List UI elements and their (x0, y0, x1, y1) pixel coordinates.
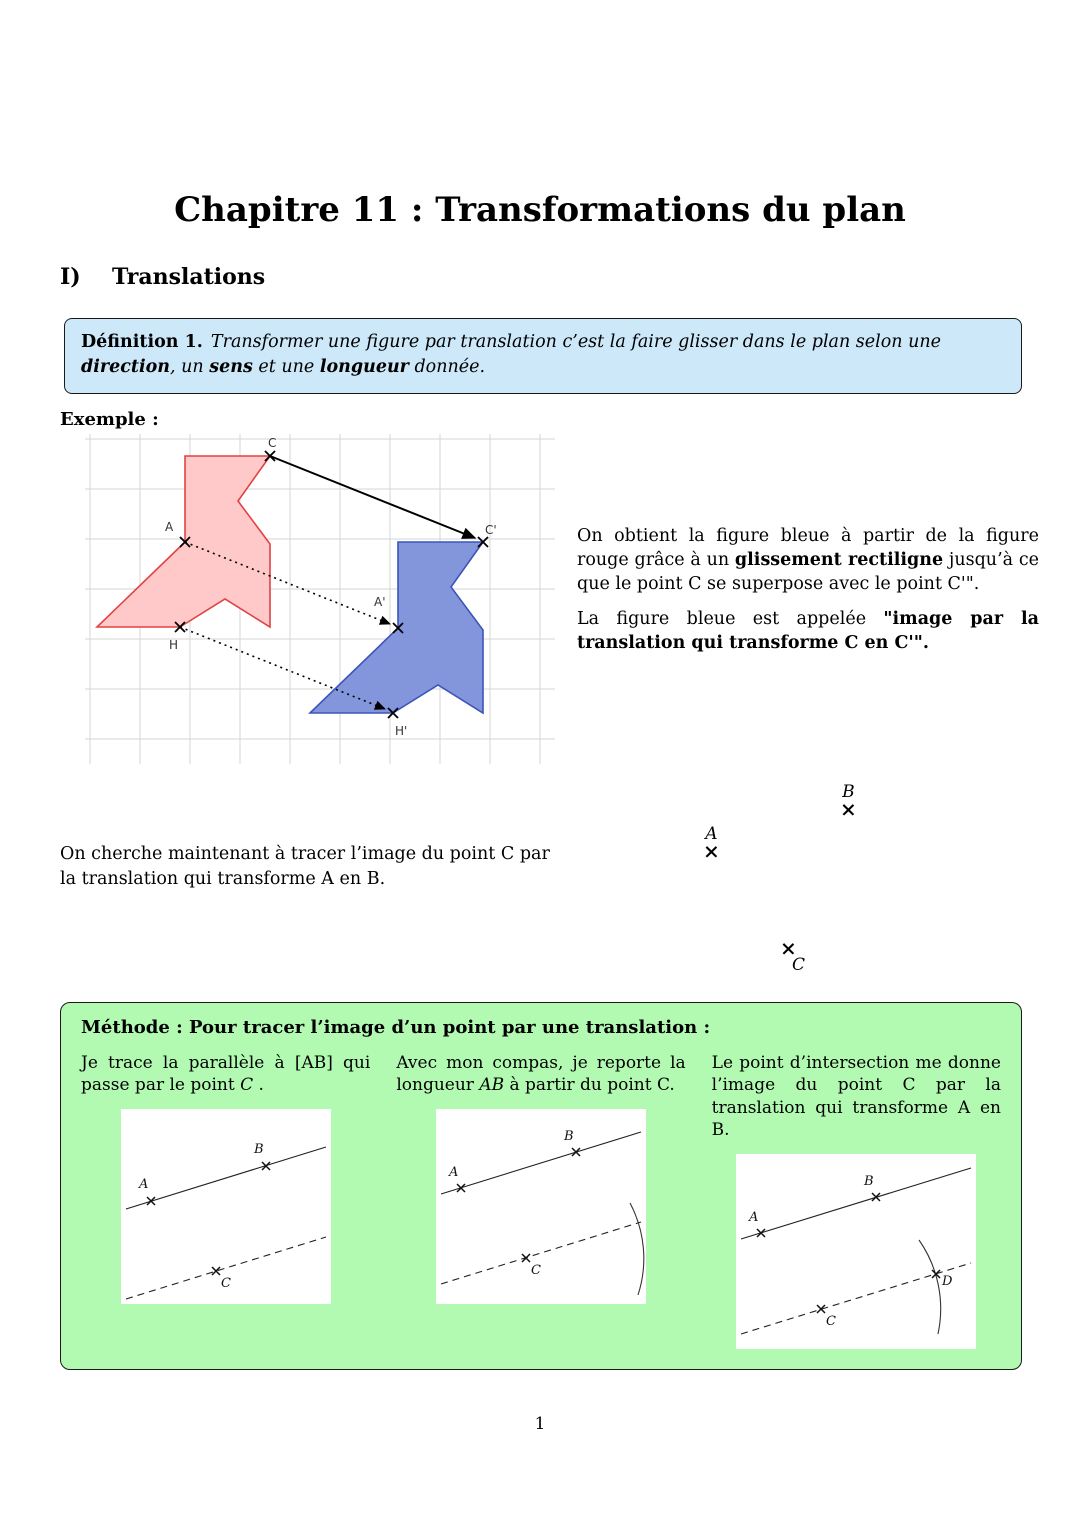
fig2-label-B: B (563, 1128, 574, 1144)
line-AB (126, 1147, 326, 1209)
method-figure-2 (436, 1109, 646, 1304)
step-text: Le point d’intersection me donne l’image du point C par la translation qui transforme A en B. (711, 1052, 1001, 1141)
caption-text: On obtient la figure bleue à partir de la figure rouge grâce à un (577, 525, 1039, 570)
step-math: C (240, 1075, 254, 1096)
section-number: I) (60, 264, 81, 290)
example-label: Exemple : (60, 408, 159, 430)
fig3-label-C: C (826, 1313, 837, 1329)
step-text: Je trace la parallèle à [AB] qui passe par le point (81, 1052, 371, 1096)
parallel-line-through-C (441, 1222, 641, 1284)
fig1-label-C: C (220, 1275, 231, 1291)
point-C-cross-icon: × (780, 935, 797, 960)
definition-text: Transformer une figure par translation c’est la faire glisser dans le plan selon une (210, 332, 942, 352)
definition-bold-sens: sens (209, 357, 253, 378)
example-figure-row (85, 434, 1080, 764)
caption-text: jusqu’à ce que le point C se superpose avec le point C'". (577, 549, 1039, 595)
fig2-label-A: A (448, 1164, 459, 1180)
fig1-label-A: A (138, 1176, 149, 1192)
definition-text: et une (252, 357, 320, 378)
fig2-label-C: C (530, 1262, 541, 1278)
point-A (703, 823, 720, 863)
step-math: AB (479, 1075, 505, 1096)
method-step-1 (81, 1052, 370, 1349)
chapter-title: Chapitre 11 : Transformations du plan (174, 190, 906, 230)
figure-caption (577, 524, 1039, 667)
fig3-label-A: A (749, 1209, 759, 1225)
cross-A (757, 1229, 765, 1237)
point-label-Cprime: C' (485, 522, 497, 537)
method-figure-1 (121, 1109, 331, 1304)
method-step-3 (712, 1052, 1001, 1349)
fig1-label-B: B (253, 1141, 264, 1157)
point-B (840, 781, 857, 821)
translation-figure (85, 434, 555, 764)
caption-paragraph-2 (577, 607, 1039, 655)
method-step-3-text (712, 1052, 1001, 1142)
method-steps (81, 1052, 1001, 1349)
line-AB (441, 1132, 641, 1194)
section-heading (60, 264, 1080, 290)
exercise-section (0, 764, 1080, 994)
cross-A (147, 1197, 155, 1205)
definition-box (64, 318, 1022, 394)
definition-text: , un (170, 357, 210, 378)
point-label-H: H (169, 637, 179, 652)
point-B-cross-icon: × (840, 796, 857, 821)
caption-bold: glissement rectiligne (734, 549, 944, 570)
step-text: Avec mon compas, je reporte la longueur (396, 1052, 686, 1096)
method-step-1-text (81, 1052, 370, 1097)
method-title: Méthode : Pour tracer l’image d’un point par une translation : (81, 1016, 711, 1038)
point-A-label: A (705, 823, 718, 844)
step-text: à partir du point C. (504, 1075, 675, 1096)
point-C (780, 935, 806, 975)
definition-label: Définition 1. (81, 332, 203, 352)
point-label-C: C (268, 435, 277, 450)
point-B-label: B (842, 781, 855, 802)
point-C-label: C (792, 954, 806, 975)
fig3-label-D: D (942, 1273, 953, 1289)
method-box (60, 1002, 1022, 1370)
page-number: 1 (534, 1413, 546, 1434)
step-text: . (253, 1075, 264, 1096)
point-label-A: A (165, 519, 174, 534)
fig3-label-B: B (864, 1173, 874, 1189)
compass-arc (630, 1203, 644, 1295)
cross-B (572, 1148, 580, 1156)
caption-bold: "image par la translation qui transforme C en C'". (577, 609, 1039, 654)
method-step-2-text (396, 1052, 685, 1097)
method-figure-3 (736, 1154, 976, 1349)
definition-bold-direction: direction (81, 357, 171, 378)
caption-paragraph-1 (577, 524, 1039, 596)
caption-text: La figure bleue est appelée (577, 609, 884, 630)
cross-C (212, 1267, 220, 1275)
point-label-Aprime: A' (374, 594, 386, 609)
definition-text: donnée. (408, 357, 486, 378)
point-label-Hprime: H' (395, 723, 408, 738)
method-step-2 (396, 1052, 685, 1349)
line-AB (741, 1168, 971, 1239)
translation-arrow-c-cprime (270, 456, 475, 538)
point-A-cross-icon: × (703, 838, 720, 863)
definition-bold-longueur: longueur (319, 357, 409, 378)
compass-arc (919, 1240, 941, 1334)
exercise-text: On cherche maintenant à tracer l’image du point C par la translation qui transforme A en B. (60, 843, 550, 889)
section-title: Translations (112, 264, 266, 290)
cross-A (457, 1184, 465, 1192)
